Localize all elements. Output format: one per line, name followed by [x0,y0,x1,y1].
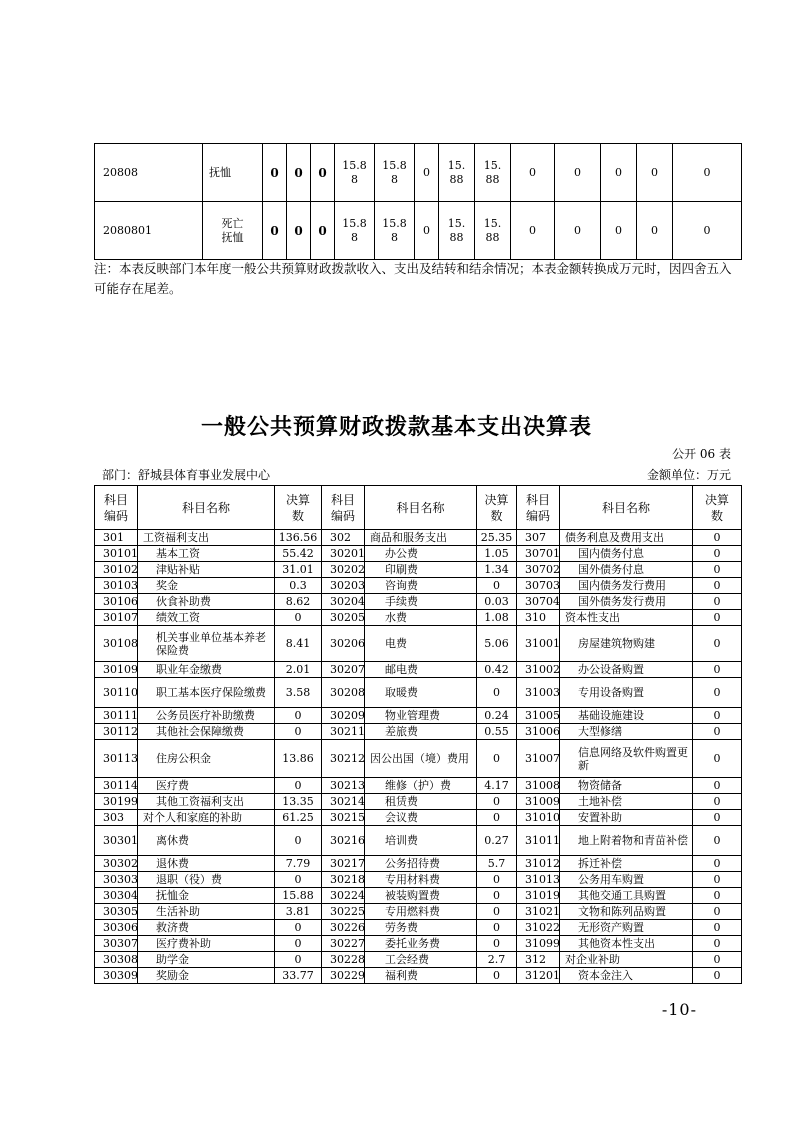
top-cell-c13: 0 [673,202,742,260]
top-cell-code: 2080801 [95,202,203,260]
subject-name: 文物和陈列品购置 [560,904,693,920]
amount: 7.79 [275,856,322,872]
amount: 0.03 [477,594,517,610]
subject-name: 职工基本医疗保险缴费 [138,678,275,708]
header-amount: 决算 数 [275,486,322,530]
amount: 5.7 [477,856,517,872]
top-cell-c6: 0 [415,202,439,260]
header-name: 科目名称 [365,486,477,530]
amount: 0.55 [477,724,517,740]
page-number: -10- [661,1000,697,1019]
subject-code: 31012 [517,856,560,872]
table-row [95,904,742,920]
table-row [95,724,742,740]
subject-code: 30205 [322,610,365,626]
amount: 8.62 [275,594,322,610]
top-cell-c12: 0 [637,144,673,202]
subject-code: 30102 [95,562,138,578]
amount: 0 [477,936,517,952]
table-row [95,856,742,872]
top-cell-name: 死亡 抚恤 [203,202,263,260]
amount: 0.27 [477,826,517,856]
page-title: 一般公共预算财政拨款基本支出决算表 [200,415,592,440]
subject-name: 国外债务付息 [560,562,693,578]
top-cell-c7: 15. 88 [439,202,475,260]
subject-name: 印刷费 [365,562,477,578]
table-row [95,610,742,626]
top-cell-c8: 15. 88 [475,202,511,260]
subject-code: 30215 [322,810,365,826]
top-cell-c8: 15. 88 [475,144,511,202]
amount: 25.35 [477,530,517,546]
subject-code: 30202 [322,562,365,578]
subject-name: 租赁费 [365,794,477,810]
table-row [95,920,742,936]
subject-code: 30216 [322,826,365,856]
subject-name: 培训费 [365,826,477,856]
amount: 1.34 [477,562,517,578]
top-cell-code: 20808 [95,144,203,202]
table-row [95,546,742,562]
top-cell-c3: 0 [311,202,335,260]
amount: 5.06 [477,626,517,662]
amount: 3.58 [275,678,322,708]
subject-code: 30213 [322,778,365,794]
subject-code: 31003 [517,678,560,708]
subject-code: 30226 [322,920,365,936]
table-row [95,936,742,952]
top-cell-c2: 0 [287,144,311,202]
amount: 0.42 [477,662,517,678]
amount: 0 [693,936,742,952]
amount: 0 [693,810,742,826]
subject-code: 30227 [322,936,365,952]
subject-name: 维修（护）费 [365,778,477,794]
subject-code: 30103 [95,578,138,594]
header-amount: 决算 数 [693,486,742,530]
subject-code: 30111 [95,708,138,724]
subject-code: 31201 [517,968,560,984]
subject-name: 差旅费 [365,724,477,740]
header-amount: 决算 数 [477,486,517,530]
subject-name: 房屋建筑物购建 [560,626,693,662]
amount: 33.77 [275,968,322,984]
table-row [95,810,742,826]
top-cell-c2: 0 [287,202,311,260]
subject-code: 31007 [517,740,560,778]
subject-code: 31011 [517,826,560,856]
subject-name: 机关事业单位基本养老保险费 [138,626,275,662]
subject-name: 公务员医疗补助缴费 [138,708,275,724]
subject-name: 其他交通工具购置 [560,888,693,904]
amount: 0 [693,778,742,794]
table-row [95,968,742,984]
amount: 61.25 [275,810,322,826]
subject-code: 30301 [95,826,138,856]
top-cell-c10: 0 [555,202,601,260]
amount: 15.88 [275,888,322,904]
subject-code: 303 [95,810,138,826]
subject-name: 基础设施建设 [560,708,693,724]
subject-name: 基本工资 [138,546,275,562]
subject-name: 水费 [365,610,477,626]
subject-code: 30208 [322,678,365,708]
top-cell-c5: 15.8 8 [375,144,415,202]
amount: 0 [693,826,742,856]
top-table [94,143,742,260]
top-cell-c3: 0 [311,144,335,202]
subject-name: 无形资产购置 [560,920,693,936]
subject-name: 工会经费 [365,952,477,968]
subject-name: 地上附着物和青苗补偿 [560,826,693,856]
table-row [95,708,742,724]
subject-name: 对企业补助 [560,952,693,968]
table-row [95,872,742,888]
amount: 0 [477,888,517,904]
subject-name: 劳务费 [365,920,477,936]
subject-name: 因公出国（境）费用 [365,740,477,778]
amount: 0 [693,724,742,740]
subject-code: 30204 [322,594,365,610]
subject-code: 301 [95,530,138,546]
amount: 0 [693,530,742,546]
top-cell-c9: 0 [511,202,555,260]
subject-code: 30308 [95,952,138,968]
subject-name: 取暖费 [365,678,477,708]
amount: 0 [693,920,742,936]
amount: 4.17 [477,778,517,794]
subject-name: 住房公积金 [138,740,275,778]
subject-name: 专用材料费 [365,872,477,888]
subject-code: 30112 [95,724,138,740]
amount: 136.56 [275,530,322,546]
amount: 0 [693,562,742,578]
amount: 0 [275,952,322,968]
form-number: 公开 06 表 [672,447,731,461]
amount: 0 [275,778,322,794]
table-note: 注：本表反映部门本年度一般公共预算财政拨款收入、支出及结转和结余情况；本表金额转换成万元时，因四舍五入可能存在尾差。 [94,261,732,296]
subject-code: 30206 [322,626,365,662]
table-row [95,740,742,778]
subject-code: 31021 [517,904,560,920]
subject-name: 信息网络及软件购置更新 [560,740,693,778]
amount: 0 [693,794,742,810]
amount: 0 [477,578,517,594]
subject-name: 奖励金 [138,968,275,984]
amount: 0 [477,810,517,826]
subject-code: 30703 [517,578,560,594]
top-cell-c7: 15. 88 [439,144,475,202]
amount: 0 [693,904,742,920]
subject-code: 307 [517,530,560,546]
subject-name: 奖金 [138,578,275,594]
amount: 0 [275,724,322,740]
header-row [95,486,742,530]
subject-code: 31002 [517,662,560,678]
top-cell-c5: 15.8 8 [375,202,415,260]
subject-code: 30212 [322,740,365,778]
table-row [95,778,742,794]
top-cell-c1: 0 [263,144,287,202]
amount: 0 [477,740,517,778]
subject-code: 30106 [95,594,138,610]
amount: 0 [693,708,742,724]
amount: 0 [477,904,517,920]
subject-code: 302 [322,530,365,546]
subject-name: 福利费 [365,968,477,984]
amount: 3.81 [275,904,322,920]
header-name: 科目名称 [560,486,693,530]
subject-code: 31005 [517,708,560,724]
amount: 0 [275,826,322,856]
top-cell-c4: 15.8 8 [335,144,375,202]
amount: 0 [275,708,322,724]
top-cell-c10: 0 [555,144,601,202]
subject-code: 30218 [322,872,365,888]
subject-name: 退休费 [138,856,275,872]
top-table-row [95,202,742,260]
subject-code: 30211 [322,724,365,740]
amount: 0 [477,872,517,888]
subject-code: 30302 [95,856,138,872]
table-row [95,794,742,810]
subject-name: 物业管理费 [365,708,477,724]
subject-name: 土地补偿 [560,794,693,810]
subject-code: 31013 [517,872,560,888]
amount: 0 [693,610,742,626]
subject-name: 其他工资福利支出 [138,794,275,810]
subject-name: 离休费 [138,826,275,856]
top-cell-c1: 0 [263,202,287,260]
amount: 0 [275,872,322,888]
subject-name: 对个人和家庭的补助 [138,810,275,826]
subject-code: 30113 [95,740,138,778]
amount: 0 [693,888,742,904]
amount: 0 [693,740,742,778]
subject-code: 30207 [322,662,365,678]
unit-label: 金额单位：万元 [646,468,731,482]
subject-name: 委托业务费 [365,936,477,952]
subject-code: 30203 [322,578,365,594]
subject-name: 伙食补助费 [138,594,275,610]
subject-name: 办公设备购置 [560,662,693,678]
subject-code: 31001 [517,626,560,662]
amount: 31.01 [275,562,322,578]
table-row [95,626,742,662]
subject-code: 30101 [95,546,138,562]
subject-name: 办公费 [365,546,477,562]
department-label: 部门：舒城县体育事业发展中心 [102,468,271,482]
table-row [95,888,742,904]
subject-name: 被装购置费 [365,888,477,904]
subject-name: 资本性支出 [560,610,693,626]
subject-code: 30109 [95,662,138,678]
amount: 0 [477,968,517,984]
subject-code: 30305 [95,904,138,920]
subject-code: 30108 [95,626,138,662]
subject-name: 电费 [365,626,477,662]
top-cell-c11: 0 [601,202,637,260]
table-row [95,578,742,594]
subject-name: 拆迁补偿 [560,856,693,872]
amount: 0 [693,856,742,872]
subject-code: 31019 [517,888,560,904]
subject-name: 工资福利支出 [138,530,275,546]
subject-name: 公务招待费 [365,856,477,872]
subject-name: 退职（役）费 [138,872,275,888]
top-cell-c12: 0 [637,202,673,260]
top-cell-c4: 15.8 8 [335,202,375,260]
amount: 0 [693,678,742,708]
subject-code: 30304 [95,888,138,904]
top-cell-c11: 0 [601,144,637,202]
table-row [95,562,742,578]
amount: 2.01 [275,662,322,678]
subject-code: 312 [517,952,560,968]
subject-code: 31009 [517,794,560,810]
amount: 0 [693,546,742,562]
subject-code: 30224 [322,888,365,904]
subject-name: 助学金 [138,952,275,968]
amount: 0 [693,578,742,594]
subject-name: 津贴补贴 [138,562,275,578]
subject-name: 商品和服务支出 [365,530,477,546]
amount: 0 [693,626,742,662]
subject-code: 30307 [95,936,138,952]
subject-name: 其他资本性支出 [560,936,693,952]
subject-code: 30303 [95,872,138,888]
subject-name: 专用设备购置 [560,678,693,708]
subject-name: 国外债务发行费用 [560,594,693,610]
subject-name: 其他社会保障缴费 [138,724,275,740]
subject-code: 30209 [322,708,365,724]
subject-code: 30217 [322,856,365,872]
top-cell-c9: 0 [511,144,555,202]
subject-code: 30199 [95,794,138,810]
amount: 0.24 [477,708,517,724]
subject-code: 31006 [517,724,560,740]
subject-code: 30107 [95,610,138,626]
subject-code: 31099 [517,936,560,952]
amount: 2.7 [477,952,517,968]
table-row [95,662,742,678]
subject-code: 30201 [322,546,365,562]
amount: 55.42 [275,546,322,562]
subject-name: 资本金注入 [560,968,693,984]
subject-code: 31010 [517,810,560,826]
subject-code: 30229 [322,968,365,984]
subject-name: 债务利息及费用支出 [560,530,693,546]
table-row [95,594,742,610]
subject-name: 国内债务付息 [560,546,693,562]
subject-name: 职业年金缴费 [138,662,275,678]
amount: 0 [693,594,742,610]
subject-name: 邮电费 [365,662,477,678]
table-row [95,826,742,856]
header-code: 科目 编码 [517,486,560,530]
amount: 0 [693,968,742,984]
subject-code: 30306 [95,920,138,936]
subject-code: 30114 [95,778,138,794]
amount: 1.05 [477,546,517,562]
subject-name: 手续费 [365,594,477,610]
subject-name: 物资储备 [560,778,693,794]
amount: 0 [693,662,742,678]
amount: 0 [693,872,742,888]
subject-code: 31008 [517,778,560,794]
subject-name: 绩效工资 [138,610,275,626]
amount: 0 [477,920,517,936]
subject-code: 30110 [95,678,138,708]
header-code: 科目 编码 [322,486,365,530]
expenditure-table [94,485,742,984]
table-row [95,678,742,708]
subject-name: 救济费 [138,920,275,936]
subject-code: 310 [517,610,560,626]
subject-name: 咨询费 [365,578,477,594]
subject-code: 30214 [322,794,365,810]
subject-code: 30228 [322,952,365,968]
subject-code: 30701 [517,546,560,562]
subject-name: 生活补助 [138,904,275,920]
subject-name: 国内债务发行费用 [560,578,693,594]
top-cell-c13: 0 [673,144,742,202]
header-name: 科目名称 [138,486,275,530]
table-row [95,952,742,968]
amount: 0 [275,610,322,626]
subject-name: 医疗费 [138,778,275,794]
amount: 0 [477,794,517,810]
table-row [95,530,742,546]
subject-name: 安置补助 [560,810,693,826]
subject-name: 专用燃料费 [365,904,477,920]
amount: 8.41 [275,626,322,662]
amount: 13.35 [275,794,322,810]
subject-code: 30225 [322,904,365,920]
subject-code: 30702 [517,562,560,578]
amount: 0.3 [275,578,322,594]
subject-code: 30704 [517,594,560,610]
subject-code: 31022 [517,920,560,936]
amount: 1.08 [477,610,517,626]
top-table-row [95,144,742,202]
subject-name: 大型修缮 [560,724,693,740]
top-cell-c6: 0 [415,144,439,202]
subject-name: 医疗费补助 [138,936,275,952]
subject-name: 会议费 [365,810,477,826]
amount: 0 [477,678,517,708]
subject-code: 30309 [95,968,138,984]
amount: 13.86 [275,740,322,778]
subject-name: 公务用车购置 [560,872,693,888]
subject-name: 抚恤金 [138,888,275,904]
amount: 0 [275,936,322,952]
amount: 0 [275,920,322,936]
amount: 0 [693,952,742,968]
top-cell-name: 抚恤 [203,144,263,202]
header-code: 科目 编码 [95,486,138,530]
